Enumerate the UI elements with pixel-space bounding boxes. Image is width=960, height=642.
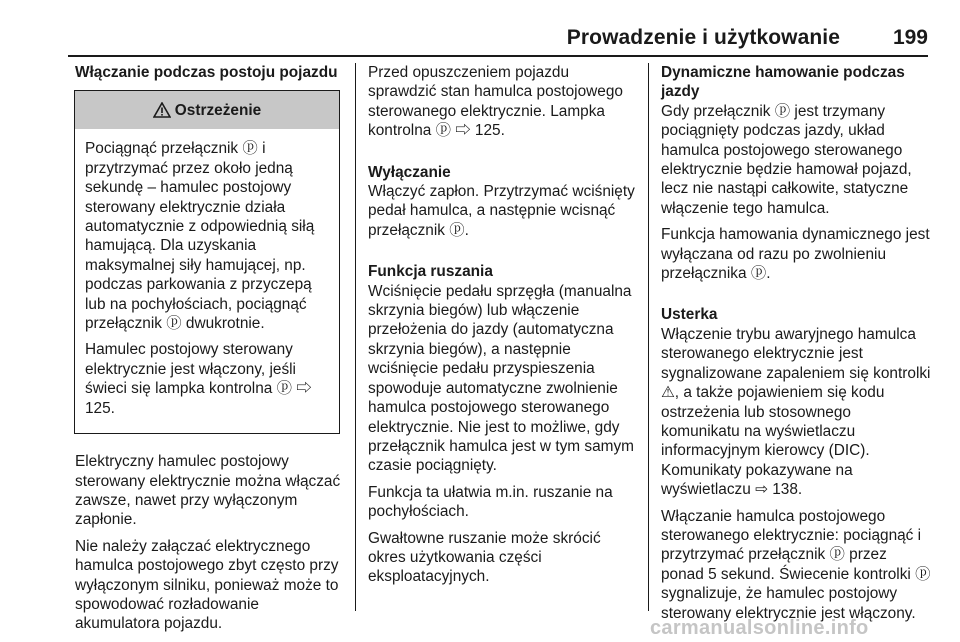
heading-dynamic-braking: Dynamiczne hamowanie podczas jazdy: [661, 64, 905, 101]
paragraph: Gdy przełącznik ⓟ jest trzymany pociągnięty podczas jazdy, układ hamulca postojowego sterowanego elektrycznie będzie hamował pojazd, lecz nie nastąpi całkowite, statyczne włączenie tego hamulca.: [661, 102, 912, 217]
paragraph: Gwałtowne ruszanie może skrócić okres użytkowania części eksploatacyjnych.: [368, 529, 601, 586]
column-1: [75, 63, 343, 641]
page-header: [0, 26, 928, 50]
paragraph: Włączanie hamulca postojowego sterowanego elektrycznie: pociągnąć i przytrzymać przełącznik ⓟ przez ponad 5 sekund. Świecenie kontrolki ⓟ sygnalizuje, że hamulec postojowy sterowany elektrycznie jest włączony.: [661, 507, 931, 622]
column-divider: [355, 63, 356, 611]
paragraph: Przed opuszczeniem pojazdu sprawdzić stan hamulca postojowego sterowanego elektrycznie. Lampka kontrolna ⓟ ⇨ 125.: [368, 64, 623, 140]
warning-text-1: Pociągnąć przełącznik ⓟ i przytrzymać przez około jedną sekundę – hamulec postojowy sterowany elektrycznie działa automatycznie z odpowiednią siłą hamującą. Dla uzyskania maksymalnej siły hamującej, np. podczas parkowania z przyczepą lub na pochyłościach, pociągnąć przełącznik ⓟ dwukrotnie.: [85, 140, 315, 333]
paragraph: Funkcja ta ułatwia m.in. ruszanie na pochyłościach.: [368, 483, 613, 521]
column-divider: [648, 63, 649, 611]
column-2: [368, 63, 638, 594]
paragraph: Włączenie trybu awaryjnego hamulca sterowanego elektrycznie jest sygnalizowane zapaleniem się kontrolki ⚠, a także pojawieniem się kodu ostrzeżenia lub stosownego komunikatu na wyświetlaczu informacyjnym kierowcy (DIC). Komunikaty pokazywane na wyświetlaczu ⇨ 138.: [661, 325, 931, 499]
paragraph: Wciśnięcie pedału sprzęgła (manualna skrzynia biegów) lub włączenie przełożenia do jazdy (automatyczna skrzynia biegów), a następnie wciśnięcie pedału przyspieszenia spowoduje automatyczne zwolnienie hamulca postojowego sterowanego elektrycznie. Nie jest to możliwe, gdy przełącznik hamulca jest w tym samym czasie pociągnięty.: [368, 282, 634, 475]
heading-parking-apply: Włączanie podczas postoju pojazdu: [75, 64, 338, 81]
warning-label: Ostrzeżenie: [174, 101, 262, 119]
paragraph: Nie należy załączać elektrycznego hamulca postojowego zbyt często przy wyłączonym silniku, ponieważ może to spowodować rozładowanie akumulatora pojazdu.: [75, 537, 339, 633]
warning-box: [74, 90, 340, 434]
paragraph: Włączyć zapłon. Przytrzymać wciśnięty pedał hamulca, a następnie wcisnąć przełącznik ⓟ.: [368, 183, 635, 239]
heading-release: Wyłączanie: [368, 163, 451, 181]
heading-drive-away: Funkcja ruszania: [368, 263, 493, 281]
heading-fault: Usterka: [661, 306, 718, 324]
warning-header: [75, 91, 339, 129]
watermark: carmanualsonline.info: [650, 617, 869, 639]
section-title: Prowadzenie i użytkowanie: [566, 26, 840, 49]
warning-body: [75, 129, 339, 433]
header-rule: [68, 55, 928, 57]
paragraph: Elektryczny hamulec postojowy sterowany elektrycznie można włączać zawsze, nawet przy wyłączonym zapłonie.: [75, 453, 341, 529]
column-3: [661, 63, 931, 630]
warning-text-2: Hamulec postojowy sterowany elektrycznie jest włączony, jeśli świeci się lampka kontrolna ⓟ ⇨ 125.: [85, 341, 312, 417]
warning-triangle-icon: [153, 102, 171, 118]
page-number: 199: [892, 26, 928, 49]
paragraph: Funkcja hamowania dynamicznego jest wyłączana od razu po zwolnieniu przełącznika ⓟ.: [661, 226, 930, 283]
